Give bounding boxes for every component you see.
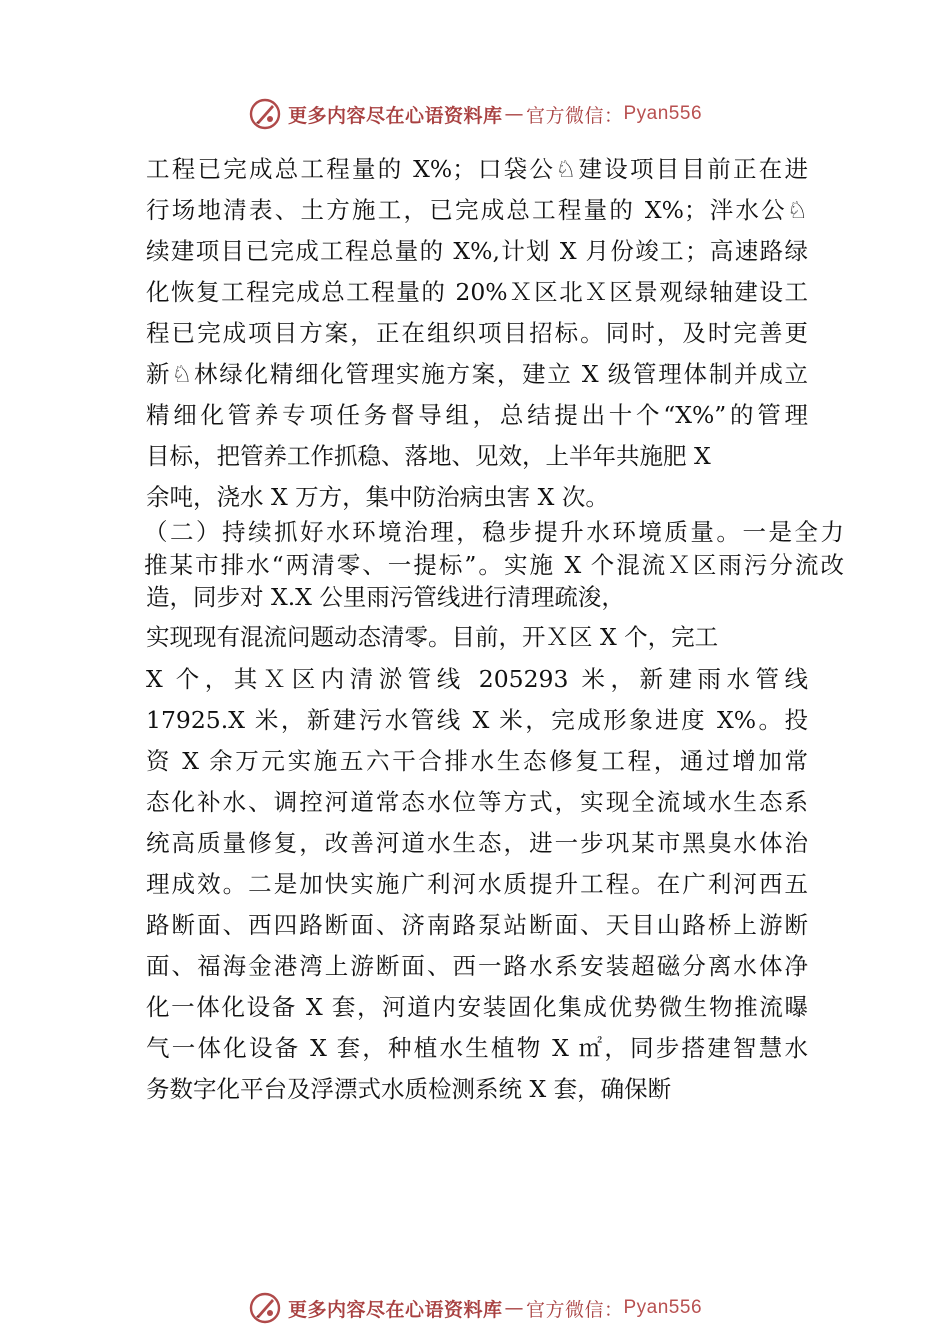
footer-site-name: 更多内容尽在心语资料库 (287, 1298, 503, 1321)
body-line: 17925.X 米，新建污水管线 X 米，完成形象进度 X%。投 (146, 706, 808, 734)
header-wechat-id: Pyan556 (623, 103, 703, 124)
body-line: 路断面、西四路断面、济南路泵站断面、天目山路桥上游断 (146, 911, 808, 939)
footer-wechat-id: Pyan556 (623, 1297, 703, 1318)
body-line: 造，同步对 X.X 公里雨污管线进行清理疏浚， (146, 583, 625, 611)
body-line: 实现现有混流问题动态清零。目前，开Ｘ区 X 个，完工 (146, 623, 719, 651)
header-dash: — (504, 103, 524, 125)
body-line: 统高质量修复，改善河道水生态，进一步巩某市黑臭水体治 (146, 829, 808, 857)
body-line: 化恢复工程完成总工程量的 20%Ｘ区北Ｘ区景观绿轴建设工 (146, 278, 808, 306)
body-line: 务数字化平台及浮漂式水质检测系统 X 套，确保断 (146, 1075, 672, 1103)
body-line: 面、福海金港湾上游断面、西一路水系安装超磁分离水体净 (146, 952, 808, 980)
body-line: 推某市排水“两清零、一提标”。实施 X 个混流Ｘ区雨污分流改 (144, 551, 844, 579)
header-watermark-banner (0, 94, 950, 134)
body-line: 资 X 余万元实施五六干合排水生态修复工程，通过增加常 (146, 747, 808, 775)
body-line: 工程已完成总工程量的 X%；口袋公♘建设项目目前正在进 (146, 155, 808, 183)
body-line: 化一体化设备 X 套，河道内安装固化集成优势微生物推流曝 (146, 993, 808, 1021)
body-line: 气一体化设备 X 套，种植水生植物 X ㎡，同步搭建智慧水 (146, 1034, 808, 1062)
quill-pen-seal-icon (248, 97, 282, 131)
body-line: 态化补水、调控河道常态水位等方式，实现全流域水生态系 (146, 788, 808, 816)
footer-watermark-banner (0, 1288, 950, 1328)
section-heading-line: （二）持续抓好水环境治理，稳步提升水环境质量。一是全力 (144, 518, 844, 546)
body-line: 余吨，浇水 X 万方，集中防治病虫害 X 次。 (146, 483, 609, 511)
body-line: 行场地清表、土方施工，已完成总工程量的 X%；泮水公♘ (146, 196, 808, 224)
body-line: 程已完成项目方案，正在组织项目招标。同时，及时完善更 (146, 319, 808, 347)
body-line: 新♘林绿化精细化管理实施方案，建立 X 级管理体制并成立 (146, 360, 808, 388)
body-line: 理成效。二是加快实施广利河水质提升工程。在广利河西五 (146, 870, 808, 898)
body-line: X 个，其Ｘ区内清淤管线 205293 米，新建雨水管线 (146, 665, 808, 693)
header-site-name: 更多内容尽在心语资料库 (287, 104, 503, 127)
header-wechat-label: 官方微信： (525, 104, 624, 127)
body-line: 目标，把管养工作抓稳、落地、见效，上半年共施肥 X (146, 442, 711, 470)
body-line: 精细化管养专项任务督导组，总结提出十个“X%”的管理 (146, 401, 808, 429)
footer-wechat-label: 官方微信： (525, 1298, 624, 1321)
quill-pen-seal-icon (248, 1291, 282, 1325)
body-line: 续建项目已完成工程总量的 X%,计划 X 月份竣工；高速路绿 (146, 237, 808, 265)
footer-dash: — (504, 1297, 524, 1319)
